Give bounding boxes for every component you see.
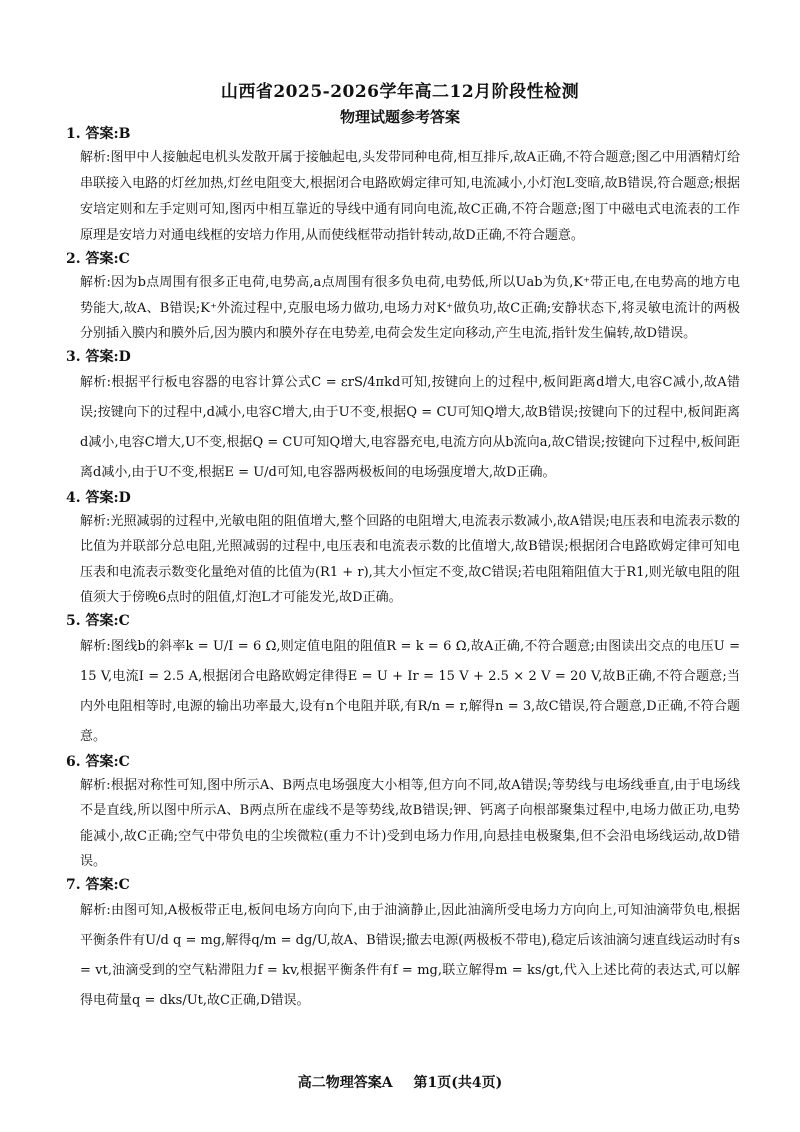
answer-line: 3. 答案:D [66, 348, 131, 365]
question-item [66, 488, 740, 611]
analysis-text: 解析:图线b的斜率k = U/I = 6 Ω,则定值电阻的阻值R = k = 6 Ω,故A正确,不符合题意;由图读出交点的电压U = 15 V,电流I = 2.5 A,根据闭合电路欧姆定律得E = U + Ir = 15 V + 2.5 × 2 V = 20 V,故B正确,不符合题意;当内外电阻相等时,电源的输出功率最大,设有n个电阻并联,有R/n = r,解得n = 3,故C错误,符合题意,D正确,不符合题意。 [80, 638, 740, 744]
answer-line: 7. 答案:C [66, 876, 130, 893]
question-item [66, 752, 740, 875]
analysis-text: 解析:根据平行板电容器的电容计算公式C = εrS/4πkd可知,按键向上的过程中,板间距离d增大,电容C减小,故A错误;按键向下的过程中,d减小,电容C增大,由于U不变,根据Q = CU可知Q增大,故B错误;按键向下的过程中,板间距离d减小,电容C增大,U不变,根据Q = CU可知Q增大,电容器充电,电流方向从b流向a,故C错误;按键向下过程中,板间距离d减小,由于U不变,根据E = U/d可知,电容器两极板间的电场强度增大,故D正确。 [80, 374, 740, 480]
page-number: 第1页(共4页) [413, 1075, 503, 1091]
analysis-text: 解析:因为b点周围有很多正电荷,电势高,a点周围有很多负电荷,电势低,所以Uab为负,K⁺带正电,在电势高的地方电势能大,故A、B错误;K⁺外流过程中,克服电场力做功,电场力对K⁺做负功,故C正确;安静状态下,将灵敏电流计的两极分别插入膜内和膜外后,因为膜内和膜外存在电势差,电荷会发生定向移动,产生电流,指针发生偏转,故D错误。 [80, 275, 740, 341]
analysis-text: 解析:根据对称性可知,图中所示A、B两点电场强度大小相等,但方向不同,故A错误;等势线与电场线垂直,由于电场线不是直线,所以图中所示A、B两点所在虚线不是等势线,故B错误;钾、钙离子向根部聚集过程中,电场力做正功,电势能减小,故C正确;空气中带负电的尘埃微粒(重力不计)受到电场力作用,向悬挂电极聚集,但不会沿电场线运动,故D错误。 [80, 777, 740, 869]
question-item [66, 347, 740, 488]
question-item [66, 249, 740, 347]
analysis-text: 解析:由图可知,A极板带正电,板间电场方向向下,由于油滴静止,因此油滴所受电场力方向向上,可知油滴带负电,根据平衡条件有U/d q = mg,解得q/m = dg/U,故A、B错误;撤去电源(两极板不带电),稳定后该油滴匀速直线运动时有s = vt,油滴受到的空气粘滞阻力f = kv,根据平衡条件有f = mg,联立解得m = ks/gt,代入上述比荷的表达式,可以解得电荷量q = dks/Ut,故C正确,D错误。 [80, 902, 740, 1008]
document-subtitle: 物理试题参考答案 [339, 108, 460, 126]
analysis-text: 解析:光照减弱的过程中,光敏电阻的阻值增大,整个回路的电阻增大,电流表示数减小,故A错误;电压表和电流表示数的比值为并联部分总电阻,光照减弱的过程中,电压表和电流表示数的比值增大,故B错误;根据闭合电路欧姆定律可知电压表和电流表示数变化量绝对值的比值为(R1 + r),其大小恒定不变,故C错误;若电阻箱阻值大于R1,则光敏电阻的阻值须大于傍晚6点时的阻值,灯泡L才可能发光,故D正确。 [80, 513, 740, 605]
page-footer [0, 1072, 800, 1092]
document-header [0, 0, 800, 128]
answer-line: 2. 答案:C [66, 251, 130, 267]
question-item [66, 611, 740, 752]
answers-list [66, 124, 740, 1016]
answer-line: 5. 答案:C [66, 612, 130, 629]
answer-line: 6. 答案:C [66, 753, 130, 770]
document-title: 山西省2025-2026学年高二12月阶段性检测 [220, 82, 580, 102]
question-item [66, 124, 740, 249]
answer-line: 1. 答案:B [66, 126, 131, 142]
footer-label: 高二物理答案A [297, 1075, 393, 1091]
answer-line: 4. 答案:D [66, 489, 131, 506]
analysis-text: 解析:图甲中人接触起电机头发散开属于接触起电,头发带同种电荷,相互排斥,故A正确,不符合题意;图乙中用酒精灯给串联接入电路的灯丝加热,灯丝电阻变大,根据闭合电路欧姆定律可知,电流减小,小灯泡L变暗,故B错误,符合题意;根据安培定则和左手定则可知,图丙中相互靠近的导线中通有同向电流,故C正确,不符合题意;图丁中磁电式电流表的工作原理是安培力对通电线框的安培力作用,从而使线框带动指针转动,故D正确,不符合题意。 [80, 150, 740, 243]
question-item [66, 875, 740, 1016]
